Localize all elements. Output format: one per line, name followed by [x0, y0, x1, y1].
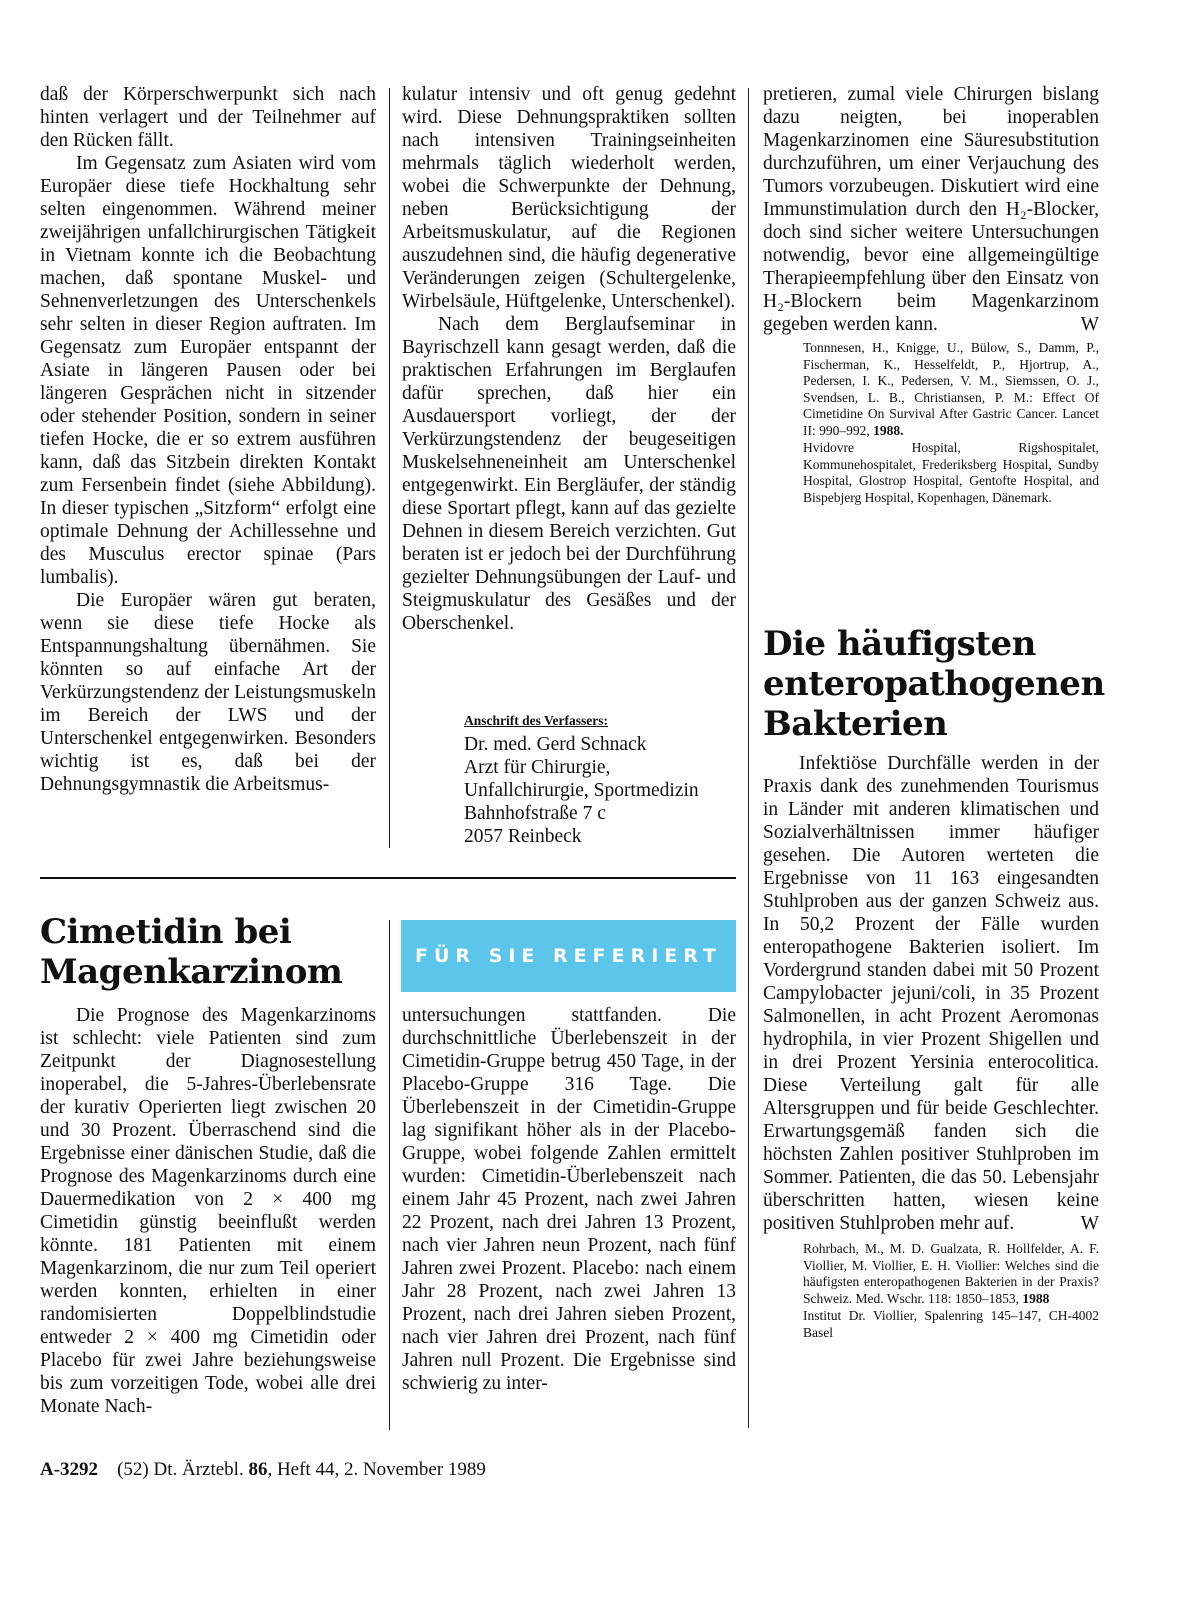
address-label: Anschrift des Verfassers: [464, 713, 608, 728]
issue-prefix: (52) Dt. Ärztebl. [117, 1459, 244, 1480]
paragraph: kulatur intensiv und oft genug gedehnt wird. Diese Dehnungspraktiken sollten nach intensiven Trainingseinheiten mehrmals täglich wiederholt werden, wobei die Schwerpunkte der Dehnung, neben Berücksichtigung der Arbeitsmuskulatur, auf die Regionen auszudehnen sind, die häufig degenerative Veränderungen zeigen (Schultergelenke, Wirbelsäule, Hüftgelenke, Unterschenkel). [402, 84, 736, 312]
column-divider [389, 920, 390, 1430]
headline-line: Bakterien [763, 704, 948, 744]
headline-line: Magenkarzinom [40, 952, 343, 992]
paragraph: untersuchungen stattfanden. Die durchschnittliche Überlebenszeit in der Cimetidin-Gruppe betrug 450 Tage, in der Placebo-Gruppe 316 Tage. Die Überlebenszeit in der Cimetidin-Gruppe lag signifikant höher als in der Placebo-Gruppe, wobei folgende Zahlen ermittelt wurden: Cimetidin-Überlebenszeit nach einem Jahr 45 Prozent, nach zwei Jahren 22 Prozent, nach drei Jahren 13 Prozent, nach vier Jahren neun Prozent, nach fünf Jahren zwei Prozent. Placebo: nach einem Jahr 28 Prozent, nach zwei Jahren 13 Prozent, nach drei Jahren sieben Prozent, nach vier Jahren drei Prozent, nach fünf Jahren null Prozent. Die Ergebnisse sind schwierig zu inter- [402, 1005, 736, 1394]
address-line: Bahnhofstraße 7 c [464, 803, 606, 824]
volume-number: 86 [248, 1459, 268, 1480]
reference-year: 1988 [1022, 1290, 1050, 1306]
col1-top-text [40, 83, 376, 796]
address-line: 2057 Reinbeck [464, 826, 582, 847]
column-divider [748, 88, 749, 1428]
section-banner: FÜR SIE REFERIERT [401, 920, 736, 992]
address-line: Dr. med. Gerd Schnack [464, 734, 647, 755]
address-line: Unfallchirurgie, Sportmedizin [464, 780, 699, 801]
reference-institution: Institut Dr. Viollier, Spalenring 145–147, CH-4002 Basel [803, 1308, 1099, 1340]
author-sign: W [1080, 314, 1099, 335]
col3-top-text [763, 83, 1099, 336]
body-text: pretieren, zumal viele Chirurgen bislang dazu neigten, bei inoperablen Magenkarzinomen eine Säuresubstitution durchzuführen, um einer Verjauchung des Tumors vorzubeugen. Diskutiert wird eine Immunstimulation durch den H₂-Blocker, doch sind sicher weitere Untersuchungen notwendig, bevor eine allgemeingültige Therapieempfehlung über den Einsatz von H₂-Blockern beim Magenkarzinom gegeben werden kann. [763, 84, 1099, 335]
section-rule [40, 877, 736, 879]
paragraph: Nach dem Berglaufseminar in Bayrischzell kann gesagt werden, daß die praktischen Erfahrungen im Berglaufen dafür sprechen, daß hier ein Ausdauersport vorliegt, der der Verkürzungstendenz der beugeseitigen Muskelsehneneinheit am Unterschenkel entgegenwirkt. Ein Bergläufer, der ständig diese Sportart pflegt, kann auf das gezielte Dehnen in diesem Bereich verzichten. Gut beraten ist er jedoch bei der Durchführung gezielter Dehnungsübungen der Lauf- und Steigmuskulatur des Gesäßes und der Oberschenkel. [402, 314, 736, 634]
column-divider [389, 88, 390, 848]
headline-line: enteropathogenen [763, 664, 1105, 704]
reference-year: 1988. [873, 422, 904, 438]
paragraph: Die Europäer wären gut beraten, wenn sie diese tiefe Hocke als Entspannungshaltung übernähmen. Sie könnten so auf einfache Art der Verkürzungstendenz der Leistungsmuskeln im Bereich der LWS und der Unterschenkel entgegenwirken. Besonders wichtig ist es, daß bei der Dehnungsgymnastik die Arbeitsmus- [40, 590, 376, 795]
paragraph: Im Gegensatz zum Asiaten wird vom Europäer diese tiefe Hockhaltung sehr selten eingenommen. Während meiner zweijährigen unfallchirurgischen Tätigkeit in Vietnam konnte ich die Beobachtung machen, daß spontane Muskel- und Sehnenverletzungen des Unterschenkels sehr selten in dieser Region auftraten. Im Gegensatz zum Europäer entspannt der Asiate in längeren Pausen oder bei längeren Gesprächen nicht in sitzender oder stehender Position, sondern in seiner tiefen Hocke, die er so extrem ausführen kann, daß das Sitzbein direkten Kontakt zum Fersenbein findet (siehe Abbildung). In dieser typischen „Sitzform“ erfolgt eine optimale Dehnung der Achillessehne und des Musculus erector spinae (Pars lumbalis). [40, 153, 376, 588]
author-address [464, 713, 744, 848]
col2-top-text [402, 83, 736, 635]
page-footer [40, 1459, 740, 1481]
article1-col2-text [402, 1004, 736, 1395]
reference [763, 1241, 1099, 1341]
article1-col1-text [40, 1004, 376, 1418]
address-line: Arzt für Chirurgie, [464, 757, 611, 778]
page-code: A-3292 [40, 1459, 99, 1480]
issue-suffix: , Heft 44, 2. November 1989 [267, 1459, 486, 1480]
paragraph: Die Prognose des Magenkarzinoms ist schlecht: viele Patienten sind zum Zeitpunkt der Diagnosestellung inoperabel, die 5-Jahres-Überlebensrate der kurativ Operierten liegt zwischen 20 und 30 Prozent. Überraschend sind die Ergebnisse einer dänischen Studie, daß die Prognose des Magenkarzinoms durch eine Dauermedikation von 2 × 400 mg Cimetidin günstig beeinflußt werden könnte. 181 Patienten mit einem Magenkarzinom, die nur zum Teil operiert werden konnten, erhielten in einer randomisierten Doppelblindstudie entweder 2 × 400 mg Cimetidin oder Placebo für zwei Jahre beziehungsweise bis zum vorzeitigen Tode, wobei alle drei Monate Nach- [40, 1005, 376, 1417]
article2-headline [763, 624, 1123, 744]
article1-headline [40, 912, 380, 992]
reference [763, 340, 1099, 506]
reference-institution: Hvidovre Hospital, Rigshospitalet, Kommunehospitalet, Frederiksberg Hospital, Sundby Hospital, Glostrop Hospital, Gentofte Hospital, and Bispebjerg Hospital, Kopenhagen, Dänemark. [803, 440, 1099, 505]
col2-top [402, 83, 736, 635]
headline-line: Cimetidin bei [40, 912, 292, 952]
reference-authors: Rohrbach, M., M. D. Gualzata, R. Hollfelder, A. F. Viollier, M. Viollier, E. H. Viollier: Welches sind die häufigsten enteropathogenen Bakterien in der Praxis? Schweiz. Med. Wschr. 118: 1850–1853, [803, 1241, 1099, 1306]
body-text: Infektiöse Durchfälle werden in der Praxis dank des zunehmenden Tourismus in Länder mit anderen klimatischen und Sozialverhältnissen immer häufiger gesehen. Die Autoren werteten die Ergebnisse von 11 163 eingesandten Stuhlproben aus der ganzen Schweiz aus. In 50,2 Prozent der Fälle wurden enteropathogene Bakterien isoliert. Im Vordergrund standen dabei mit 50 Prozent Campylobacter jejuni/coli, in 35 Prozent Salmonellen, in acht Prozent Aeromonas hydrophila, in vier Prozent Shigellen und in drei Prozent Yersinia enterocolitica. Diese Verteilung galt für alle Altersgruppen und für beide Geschlechter. Erwartungsgemäß fanden sich die höchsten Zahlen positiver Stuhlproben im Sommer. Patienten, die das 50. Lebensjahr überschritten hatten, wiesen keine positiven Stuhlproben mehr auf. [763, 753, 1099, 1234]
headline-line: Die häufigsten [763, 624, 1036, 664]
col3-top [763, 83, 1099, 507]
author-sign: W [1080, 1213, 1099, 1234]
paragraph: daß der Körperschwerpunkt sich nach hinten verlagert und der Teilnehmer auf den Rücken fällt. [40, 84, 376, 151]
article2-body [763, 752, 1099, 1342]
reference-authors: Tonnnesen, H., Knigge, U., Bülow, S., Damm, P., Fischerman, K., Hesselfeldt, P., Hjortrup, A., Pedersen, I. K., Pedersen, V. M., Siemssen, O. J., Svendsen, L. B., Christiansen, P. M.: Effect Of Cimetidine On Survival After Gastric Cancer. Lancet II: 990–992, [803, 340, 1099, 438]
article2-text [763, 752, 1099, 1235]
